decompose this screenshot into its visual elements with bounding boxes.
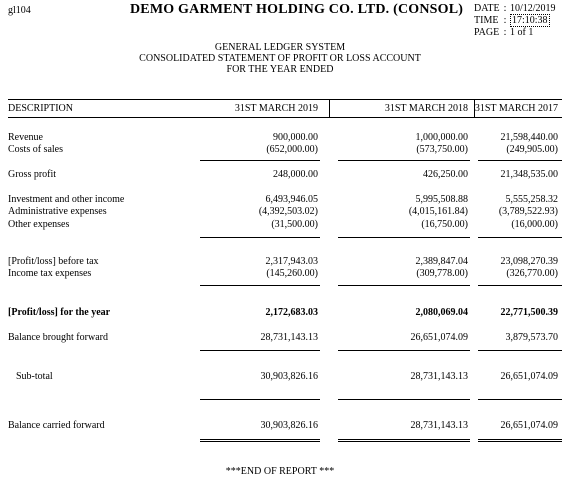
page-label: PAGE xyxy=(474,27,500,38)
date-line xyxy=(474,3,556,14)
subtotal-rule xyxy=(338,285,470,286)
header-bottom-rule xyxy=(8,117,562,118)
subtotal-rule xyxy=(200,285,320,286)
row-label: Investment and other income xyxy=(8,194,125,205)
row-label: Sub-total xyxy=(16,371,53,382)
row-label: [Profit/loss] for the year xyxy=(8,307,111,318)
page-line xyxy=(474,27,533,38)
value-2019: 30,903,826.16 xyxy=(260,420,318,431)
value-2019: (4,392,503.02) xyxy=(258,206,318,217)
row-label: Income tax expenses xyxy=(8,268,92,279)
subtotal-rule xyxy=(478,237,562,238)
value-2017: 26,651,074.09 xyxy=(500,371,558,382)
period-title: FOR THE YEAR ENDED xyxy=(226,64,334,75)
system-title: GENERAL LEDGER SYSTEM xyxy=(214,42,346,53)
subtotal-rule xyxy=(200,237,320,238)
value-2018: (573,750.00) xyxy=(416,144,468,155)
value-2017: (249,905.00) xyxy=(506,144,558,155)
statement-title: CONSOLIDATED STATEMENT OF PROFIT OR LOSS ACCOUNT xyxy=(139,53,421,64)
value-2018: 2,080,069.04 xyxy=(415,307,468,318)
subtotal-rule xyxy=(200,399,320,400)
report-code: gl104 xyxy=(8,5,31,16)
time-sep: : xyxy=(503,15,507,26)
subtotal-rule xyxy=(338,237,470,238)
header-divider-1 xyxy=(329,99,330,117)
value-2018: (4,015,161.84) xyxy=(408,206,468,217)
value-2017: 3,879,573.70 xyxy=(505,332,558,343)
value-2017: 21,598,440.00 xyxy=(500,132,558,143)
subtotal-rule xyxy=(338,160,470,161)
value-2017: (326,770.00) xyxy=(506,268,558,279)
col-2017: 31ST MARCH 2017 xyxy=(474,103,558,114)
col-description: DESCRIPTION xyxy=(8,103,74,114)
value-2017: 21,348,535.00 xyxy=(500,169,558,180)
value-2019: 248,000.00 xyxy=(273,169,318,180)
subtotal-rule xyxy=(478,350,562,351)
time-line xyxy=(474,15,550,26)
date-sep: : xyxy=(503,3,507,14)
value-2018: (309,778.00) xyxy=(416,268,468,279)
value-2019: 900,000.00 xyxy=(273,132,318,143)
value-2018: 2,389,847.04 xyxy=(415,256,468,267)
subtotal-rule xyxy=(200,350,320,351)
value-2019: 28,731,143.13 xyxy=(260,332,318,343)
value-2019: (652,000.00) xyxy=(266,144,318,155)
end-of-report: ***END OF REPORT *** xyxy=(225,466,335,477)
time-label: TIME xyxy=(474,15,499,26)
subtotal-rule xyxy=(200,160,320,161)
value-2017: 26,651,074.09 xyxy=(500,420,558,431)
value-2017: 23,098,270.39 xyxy=(500,256,558,267)
row-label: Balance carried forward xyxy=(8,420,105,431)
header-divider-2 xyxy=(474,99,475,117)
header-top-rule xyxy=(8,99,562,100)
date-value: 10/12/2019 xyxy=(510,3,556,14)
time-value: 17:10:38 xyxy=(512,15,548,26)
row-label: Costs of sales xyxy=(8,144,63,155)
col-2019: 31ST MARCH 2019 xyxy=(234,103,318,114)
value-2017: (16,000.00) xyxy=(511,219,558,230)
value-2018: 426,250.00 xyxy=(423,169,468,180)
row-label: [Profit/loss] before tax xyxy=(8,256,99,267)
value-2019: 2,317,943.03 xyxy=(265,256,318,267)
subtotal-rule xyxy=(338,350,470,351)
value-2018: 28,731,143.13 xyxy=(410,420,468,431)
row-label: Gross profit xyxy=(8,169,57,180)
value-2017: 5,555,258.32 xyxy=(505,194,558,205)
page-sep: : xyxy=(503,27,507,38)
col-2018: 31ST MARCH 2018 xyxy=(384,103,468,114)
value-2018: 1,000,000.00 xyxy=(415,132,468,143)
row-label: Other expenses xyxy=(8,219,70,230)
value-2019: 6,493,946.05 xyxy=(265,194,318,205)
value-2019: 30,903,826.16 xyxy=(260,371,318,382)
value-2017: 22,771,500.39 xyxy=(500,307,558,318)
row-label: Administrative expenses xyxy=(8,206,107,217)
subtotal-rule xyxy=(338,399,470,400)
value-2018: 26,651,074.09 xyxy=(410,332,468,343)
total-double-rule xyxy=(338,439,470,442)
total-double-rule xyxy=(200,439,320,442)
subtotal-rule xyxy=(478,399,562,400)
row-label: Revenue xyxy=(8,132,43,143)
value-2019: (31,500.00) xyxy=(271,219,318,230)
value-2019: 2,172,683.03 xyxy=(265,307,318,318)
value-2018: (16,750.00) xyxy=(421,219,468,230)
company-name: DEMO GARMENT HOLDING CO. LTD. (CONSOL) xyxy=(130,2,464,17)
value-2018: 5,995,508.88 xyxy=(415,194,468,205)
subtotal-rule xyxy=(478,160,562,161)
value-2018: 28,731,143.13 xyxy=(410,371,468,382)
value-2019: (145,260.00) xyxy=(266,268,318,279)
total-double-rule xyxy=(478,439,562,442)
page-value: 1 of 1 xyxy=(510,27,534,38)
date-label: DATE xyxy=(474,3,500,14)
value-2017: (3,789,522.93) xyxy=(498,206,558,217)
row-label: Balance brought forward xyxy=(8,332,108,343)
subtotal-rule xyxy=(478,285,562,286)
